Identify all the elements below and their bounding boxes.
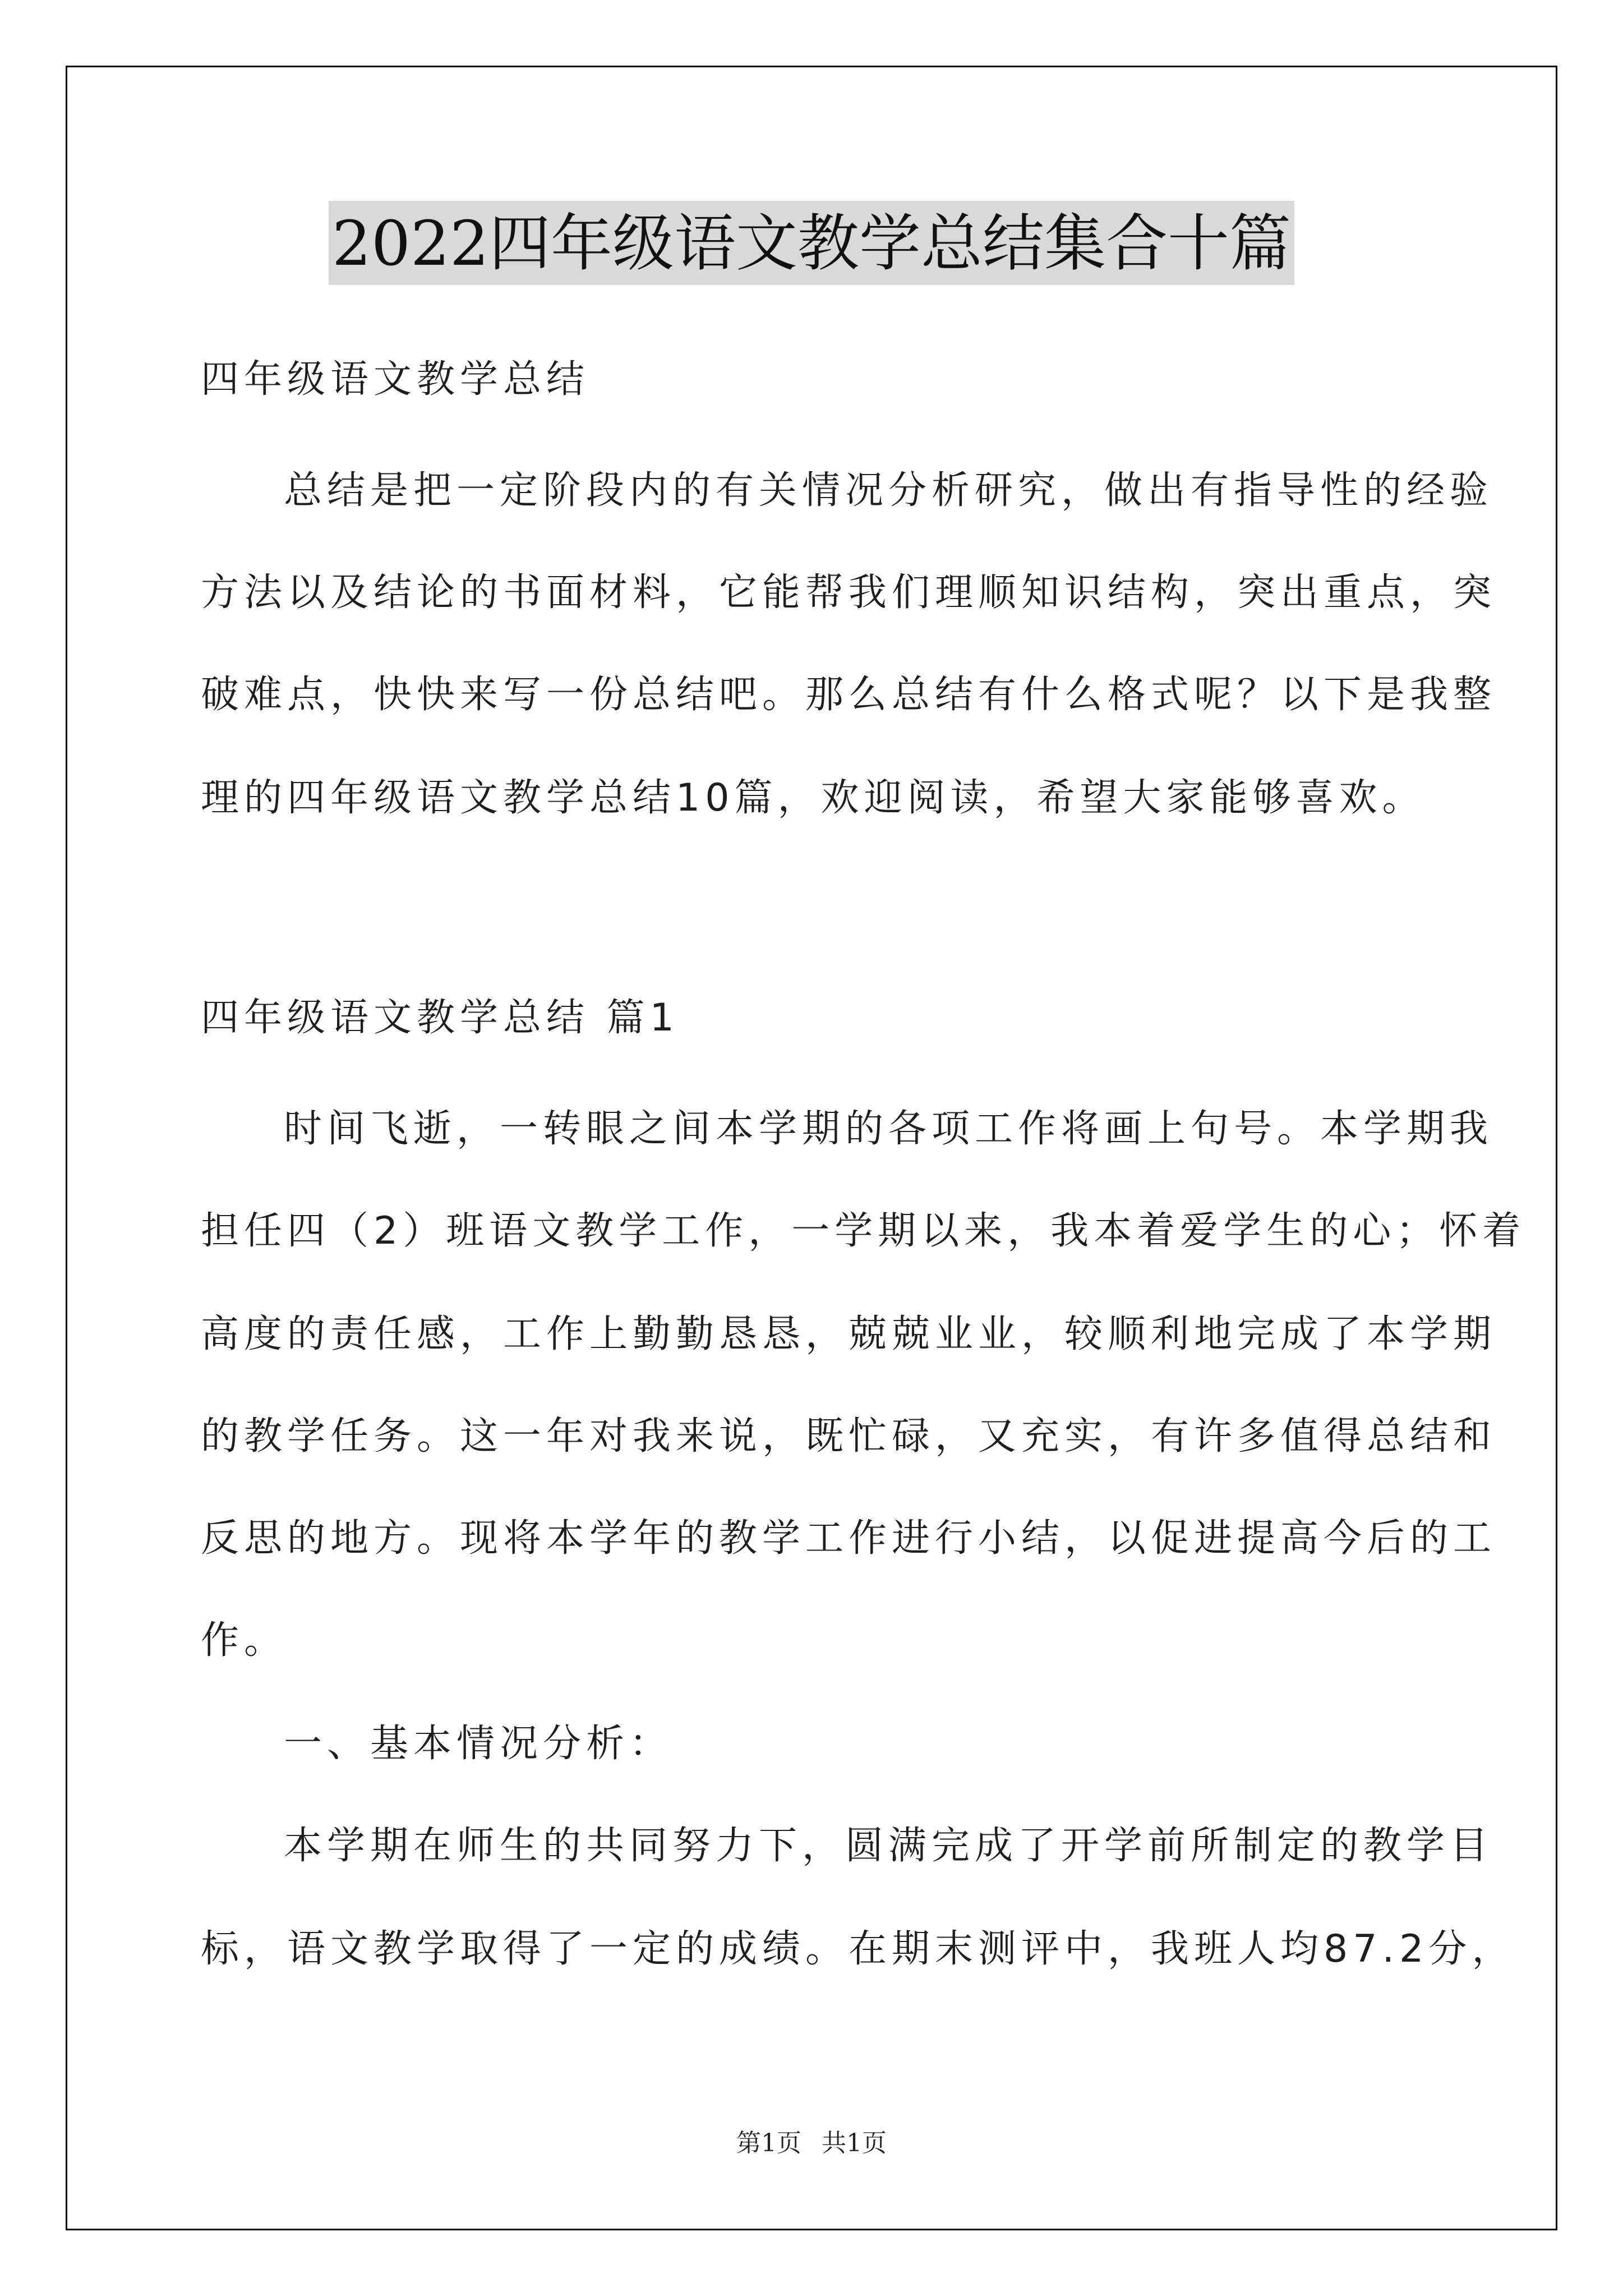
paragraph-line: 作。 (201, 1618, 288, 1663)
document-title: 2022四年级语文教学总结集合十篇 (329, 201, 1294, 285)
paragraph-line: 标，语文教学取得了一定的成绩。在期末测评中，我班人均87.2分， (201, 1927, 1515, 1971)
paragraph-line: 担任四（2）班语文教学工作，一学期以来，我本着爱学生的心；怀着 (201, 1209, 1526, 1253)
page-number-current: 第1页 (736, 2129, 801, 2157)
paragraph-line: 反思的地方。现将本学年的教学工作进行小结，以促进提高今后的工 (201, 1516, 1497, 1561)
paragraph-line: 高度的责任感，工作上勤勤恳恳，兢兢业业，较顺利地完成了本学期 (201, 1312, 1497, 1356)
page-number-total: 共1页 (822, 2129, 887, 2157)
title-container (0, 201, 1623, 285)
paragraph-line: 的教学任务。这一年对我来说，既忙碌，又充实，有许多值得总结和 (201, 1414, 1497, 1458)
section-heading: 四年级语文教学总结 篇1 (201, 996, 679, 1040)
paragraph-line: 理的四年级语文教学总结10篇，欢迎阅读，希望大家能够喜欢。 (201, 776, 1426, 820)
subheading: 一、基本情况分析： (284, 1722, 673, 1766)
paragraph-line: 时间飞逝，一转眼之间本学期的各项工作将画上句号。本学期我 (284, 1107, 1493, 1151)
paragraph-line: 方法以及结论的书面材料，它能帮我们理顺知识结构，突出重点，突 (201, 570, 1497, 615)
page-footer (0, 2128, 1623, 2159)
paragraph-line: 本学期在师生的共同努力下，圆满完成了开学前所制定的教学目 (284, 1824, 1493, 1868)
paragraph-line: 破难点，快快来写一份总结吧。那么总结有什么格式呢？以下是我整 (201, 673, 1497, 717)
intro-heading: 四年级语文教学总结 (201, 357, 590, 402)
paragraph-line: 总结是把一定阶段内的有关情况分析研究，做出有指导性的经验 (284, 468, 1493, 513)
